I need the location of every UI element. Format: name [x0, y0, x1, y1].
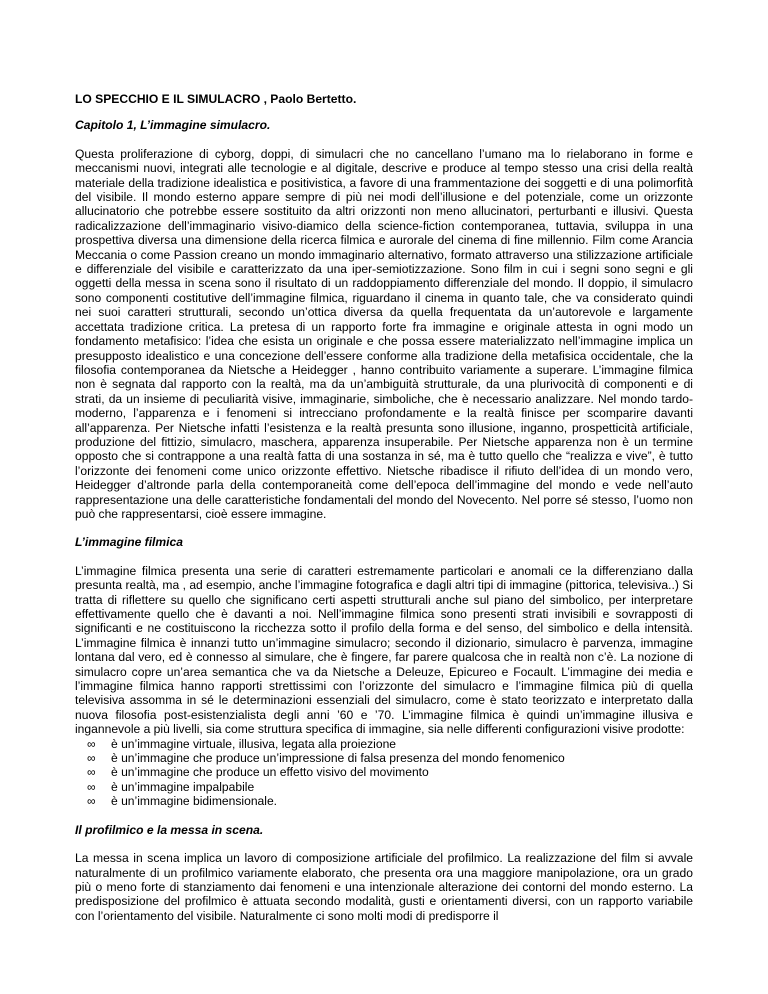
document-page [75, 92, 693, 937]
list-item [75, 751, 693, 765]
list-item-text: è un’immagine che produce un’impressione di falsa presenza del mondo fenomenico [111, 751, 565, 766]
list-item-text: è un’immagine virtuale, illusiva, legata alla proiezione [111, 736, 397, 751]
section-heading-immagine-filmica: L’immagine filmica [75, 535, 183, 550]
list-item-text: è un’immagine impalpabile [111, 779, 255, 794]
list-item [75, 737, 693, 751]
list-item [75, 780, 693, 794]
list-item [75, 765, 693, 779]
paragraph-immagine-filmica: L’immagine filmica presenta una serie di caratteri estremamente particolari e anomali ce la differenziano dalla presunta realtà, ma , ad esempio, anche l’immagine fotografica e dagli altri tipi di immagine (pittorica, televisiva..) Si tratta di riflettere su quello che significano certi aspetti strutturali anche sul piano del simbolico, per interpretare effettivamente quello che è davanti a noi. Nell’immagine filmica sono presenti strati invisibili e sovrapposti di significanti e ne costituiscono la ricchezza sotto il profilo della forma e del senso, del simbolico e della intensità. L’immagine filmica è innanzi tutto un’immagine simulacro; secondo il dizionario, simulacro è parvenza, immagine lontana dal vero, ed è connesso al simulare, che è fingere, far parere qualcosa che in realtà non c’è. La nozione di simulacro copre un’area semantica che va da Nietsche a Deleuze, Epicureo e Focault. L’immagine dei media e l’immagine filmica hanno rapporti strettissimi con l’orizzonte del simulacro e l’immagine filmica più di quella televisiva assomma in sé le determinazioni essenziali del simulacro, come è stato teorizzato e interpretato dalla nuova filosofia post-esistenzialista degli anni ’60 e ’70. L’immagine filmica è quindi un’immagine illusiva e ingannevole a più livelli, sia come struttura specifica di immagine, sia nelle differenti configurazioni visive prodotte: [75, 563, 693, 737]
list-item-text: è un’immagine bidimensionale. [111, 794, 278, 809]
paragraph-profilmico: La messa in scena implica un lavoro di composizione artificiale del profilmico. La realizzazione del film si avvale naturalmente di un profilmico variamente elaborato, che presenta ora una maggiore manipolazione, ora un grado più o meno forte di stanziamento dai fenomeni e una intenzionale alterazione dei contorni del mondo esterno. La predisposizione del profilmico è attuata secondo modalità, gusti e orientamenti diversi, con un rapporto variabile con l’orientamento del visibile. Naturalmente ci sono molti modi di predisporre il [75, 851, 693, 923]
infinity-bullet-icon: ∞ [87, 779, 96, 794]
bullet-list [75, 737, 693, 809]
infinity-bullet-icon: ∞ [87, 751, 96, 766]
list-item-text: è un’immagine che produce un effetto visivo del movimento [111, 765, 429, 780]
infinity-bullet-icon: ∞ [87, 765, 96, 780]
list-item [75, 794, 693, 808]
paragraph-intro: Questa proliferazione di cyborg, doppi, di simulacri che no cancellano l’umano ma lo rielaborano in forme e meccanismi nuovi, integrati alle tecnologie e al digitale, descrive e produce al tempo stesso una crisi della realtà materiale della tradizione idealistica e positivistica, a favore di una frammentazione dei soggetti e di una polimorfità del visibile. Il mondo esterno appare sempre di più nei modi dell’illusione e del potenziale, come un orizzonte allucinatorio che potrebbe essere sostituito da altri orizzonti non meno allucinatori, perturbanti e illusivi. Questa radicalizzazione dell’immaginario visivo-diamico della science-fiction contemporanea, tuttavia, sviluppa in una prospettiva diversa una dimensione della ricerca filmica e aurorale del cinema di fine millennio. Film come Arancia Meccania o come Passion creano un mondo immaginario alternativo, formato attraverso una stilizzazione artificiale e differenziale del visibile e caratterizzato da una iper-semiotizzazione. Sono film in cui i segni sono segni e gli oggetti della messa in scena sono il risultato di un raddoppiamento differenziale del mondo. Il doppio, il simulacro sono componenti costitutive dell’immagine filmica, riguardano il cinema in quanto tale, che va considerato quindi nei suoi caratteri strutturali, secondo un’ottica diversa da quella frequentata da un’autorevole e largamente accettata tradizione critica. La pretesa di un rapporto forte fra immagine e originale attesta in ogni modo un fondamento metafisico: l’idea che esista un originale e che possa essere materializzato nell’immagine implica un presupposto idealistico e una concezione dell’essere conforme alla tradizione della metafisica occidentale, che la filosofia contemporanea da Nietsche a Heidegger , hanno contribuito variamente a superare. L’immagine filmica non è segnata dal rapporto con la realtà, ma da un’ambiguità strutturale, da una plurivocità di componenti e di strati, da un insieme di peculiarità visive, immaginarie, simboliche, che è necessario analizzare. Nel mondo tardo-moderno, l’apparenza e i fenomeni si intrecciano profondamente e la realtà finisce per scomparire davanti all’apparenza. Per Nietsche infatti l’esistenza e la realtà presunta sono illusione, inganno, prospetticità artificiale, produzione del fittizio, simulacro, maschera, apparenza insuperabile. Per Nietsche apparenza non è un termine opposto che si contrappone a una realtà fatta di una sostanza in sé, ma è tutto quello che “realizza e vive”, è tutto l’orizzonte dei fenomeni come unico orizzonte effettivo. Nietsche ribadisce il rifiuto dell’idea di un mondo vero, Heidegger d’altronde parla della contemporaneità come dell’epoca dell’immagine del mondo e vede nell’auto rappresentazione una delle caratteristiche fondamentali del mondo del Novecento. Nel porre sé stesso, l’uomo non può che rappresentarsi, cioè essere immagine. [75, 146, 693, 521]
infinity-bullet-icon: ∞ [87, 794, 96, 809]
infinity-bullet-icon: ∞ [87, 736, 96, 751]
section-heading-profilmico: Il profilmico e la messa in scena. [75, 822, 264, 837]
chapter-heading: Capitolo 1, L’immagine simulacro. [75, 118, 271, 133]
document-title: LO SPECCHIO E IL SIMULACRO , Paolo Bertetto. [75, 92, 357, 106]
